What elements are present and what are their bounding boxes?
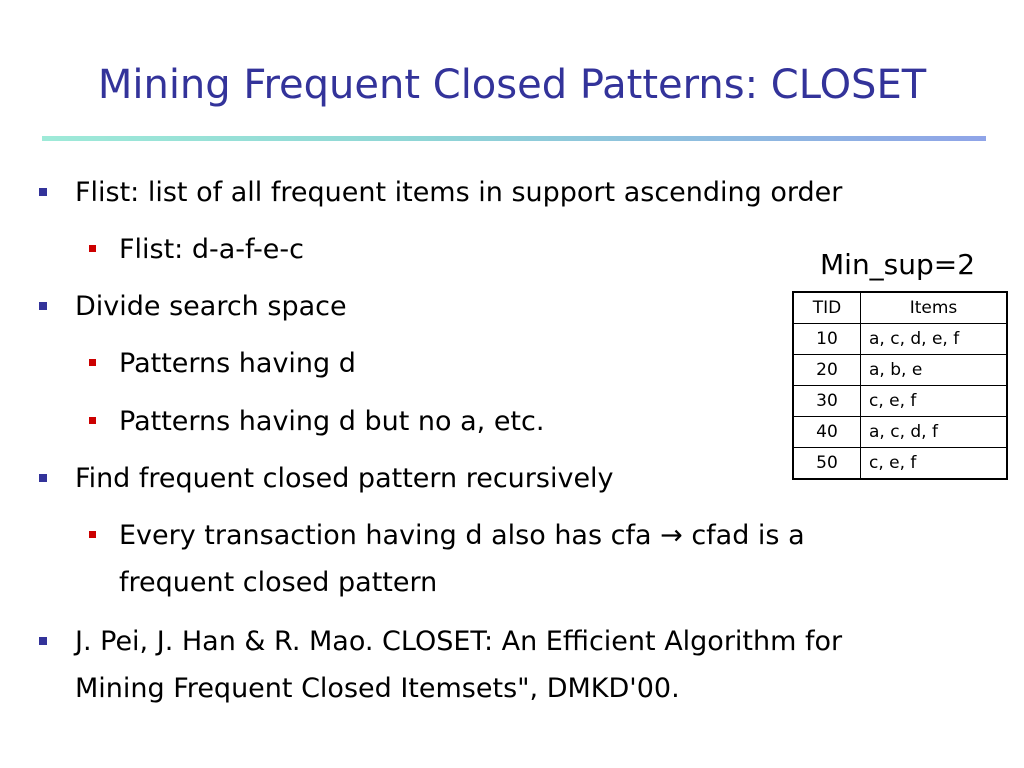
bullet-text: J. Pei, J. Han & R. Mao. CLOSET: An Efficient Algorithm for: [75, 626, 843, 657]
table-row: [793, 386, 1007, 417]
sub-bullet-item: [119, 340, 356, 387]
bullet-text: Divide search space: [75, 291, 347, 322]
bullet-marker: [39, 637, 47, 645]
table-row: [793, 417, 1007, 448]
tid-cell: 50: [793, 448, 861, 480]
items-cell: c, e, f: [861, 448, 1008, 480]
bullet-text: Find frequent closed pattern recursively: [75, 463, 614, 494]
sub-bullet-marker: [89, 531, 96, 538]
items-cell: c, e, f: [861, 386, 1008, 417]
sub-bullet-marker: [89, 417, 96, 424]
tid-cell: 10: [793, 324, 861, 355]
bullet-item: [75, 169, 842, 216]
min-sup-label: Min_sup=2: [820, 248, 976, 281]
bullet-text: Mining Frequent Closed Itemsets", DMKD'00.: [75, 673, 680, 704]
table-row: [793, 324, 1007, 355]
bullet-item: [75, 618, 842, 712]
slide-title: Mining Frequent Closed Patterns: CLOSET: [97, 62, 927, 108]
bullet-text: Flist: list of all frequent items in support ascending order: [75, 177, 843, 208]
items-header: Items: [861, 292, 1008, 324]
bullet-marker: [39, 188, 47, 196]
sub-bullet-marker: [89, 359, 96, 366]
tid-cell: 30: [793, 386, 861, 417]
items-cell: a, c, d, f: [861, 417, 1008, 448]
tid-cell: 40: [793, 417, 861, 448]
table-row: [793, 448, 1007, 480]
sub-bullet-text: Patterns having d: [119, 348, 356, 379]
sub-bullet-text: Patterns having d but no a, etc.: [119, 406, 545, 437]
sub-bullet-item: [119, 398, 544, 445]
table-row: [793, 355, 1007, 386]
bullet-marker: [39, 302, 47, 310]
sub-bullet-text: Every transaction having d also has cfa → cfad is a: [119, 520, 805, 551]
bullet-marker: [39, 474, 47, 482]
tid-header: TID: [793, 292, 861, 324]
transaction-table: [792, 291, 1008, 480]
sub-bullet-item: [119, 226, 304, 273]
table-header-row: [793, 292, 1007, 324]
sub-bullet-marker: [89, 245, 96, 252]
bullet-item: [75, 283, 347, 330]
sub-bullet-item: [119, 512, 805, 606]
bullet-item: [75, 455, 614, 502]
items-cell: a, c, d, e, f: [861, 324, 1008, 355]
sub-bullet-text: Flist: d-a-f-e-c: [119, 234, 305, 265]
items-cell: a, b, e: [861, 355, 1008, 386]
sub-bullet-text: frequent closed pattern: [119, 567, 438, 598]
tid-cell: 20: [793, 355, 861, 386]
